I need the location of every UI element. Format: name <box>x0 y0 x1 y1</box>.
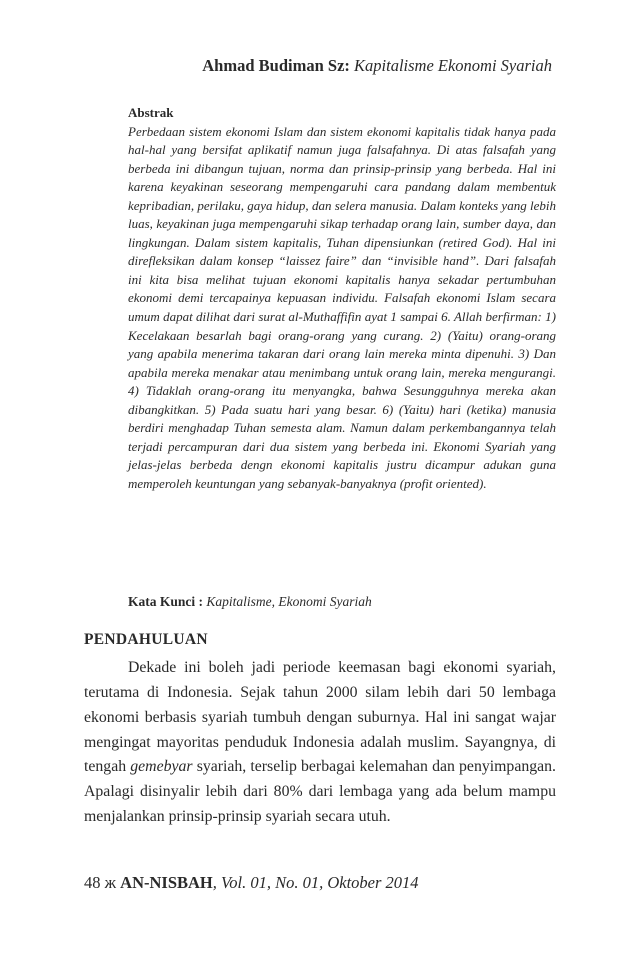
journal-volume: , Vol. 01, No. 01, Oktober 2014 <box>212 873 419 892</box>
keywords-label: Kata Kunci : <box>128 594 204 609</box>
keywords-value: Kapitalisme, Ekonomi Syariah <box>206 594 372 609</box>
body-paragraph <box>84 656 556 830</box>
page-footer <box>84 873 419 893</box>
footer-separator: ж <box>104 873 117 892</box>
paragraph-italic-term: gemebyar <box>130 758 193 776</box>
header-title: Kapitalisme Ekonomi Syariah <box>354 56 552 75</box>
paragraph-text-1: Dekade ini boleh jadi periode keemasan bagi ekonomi syariah, terutama di Indonesia. Sejak tahun 2000 silam lebih dari 50 lembaga ekonomi berbasis syariah tumbuh dengan suburnya. Hal ini sangat wajar mengingat mayoritas penduduk Indonesia adalah muslim. Sayangnya, di tengah <box>84 659 556 776</box>
abstract-block <box>128 104 556 493</box>
paragraph-text-2: syariah, terselip berbagai kelemahan dan penyimpangan. Apalagi disinyalir lebih dari 80% dari lembaga yang ada belum mampu menjalankan prinsip-prinsip syariah secara utuh. <box>84 758 556 826</box>
page-number: 48 <box>84 873 101 892</box>
section-heading: PENDAHULUAN <box>84 631 208 648</box>
abstract-text: Perbedaan sistem ekonomi Islam dan sistem ekonomi kapitalis tidak hanya pada hal-hal yang bersifat aplikatif namun juga falsafahnya. Di atas falsafah yang berbeda ini dibangun tujuan, norma dan prinsip-prinsip yang berbeda. Hal ini karena keyakinan seseorang mempengaruhi cara pandang dalam membentuk kepribadian, perilaku, gaya hidup, dan selera manusia. Dalam konteks yang lebih luas, keyakinan juga mempengaruhi sikap terhadap orang lain, sumber daya, dan lingkungan. Dalam sistem kapitalis, Tuhan dipensiunkan (retired God). Hal ini direfleksikan dalam konsep “laissez faire” dan “invisible hand”. Dari falsafah ini kita bisa melihat tujuan ekonomi kapitalis hanya sekadar pertumbuhan ekonomi demi tercapainya kepuasan individu. Falsafah ekonomi Islam secara umum dapat dilihat dari surat al-Muthaffifin ayat 1 sampai 6. Allah berfirman: 1) Kecelakaan besarlah bagi orang-orang yang curang. 2) (Yaitu) orang-orang yang apabila menerima takaran dari orang lain mereka minta dipenuhi. 3) Dan apabila mereka menakar atau menimbang untuk orang lain, mereka mengurangi. 4) Tidaklah orang-orang itu menyangka, bahwa Sesungguhnya mereka akan dibangkitkan. 5) Pada suatu hari yang besar. 6) (Yaitu) hari (ketika) manusia berdiri menghadap Tuhan semesta alam. Namun dalam perkembangannya telah terjadi percampuran dari dua sistem yang berbeda ini. Ekonomi Syariah yang jelas-jelas berbeda dengn ekonomi kapitalis justru dicampur adukan guna memperoleh keuntungan yang sebanyak-banyaknya (profit oriented). <box>128 123 556 491</box>
keywords-line <box>128 594 372 610</box>
abstract-heading: Abstrak <box>128 105 174 120</box>
running-header <box>202 56 552 76</box>
journal-name: AN-NISBAH <box>120 873 213 892</box>
header-author: Ahmad Budiman Sz: <box>202 56 350 75</box>
